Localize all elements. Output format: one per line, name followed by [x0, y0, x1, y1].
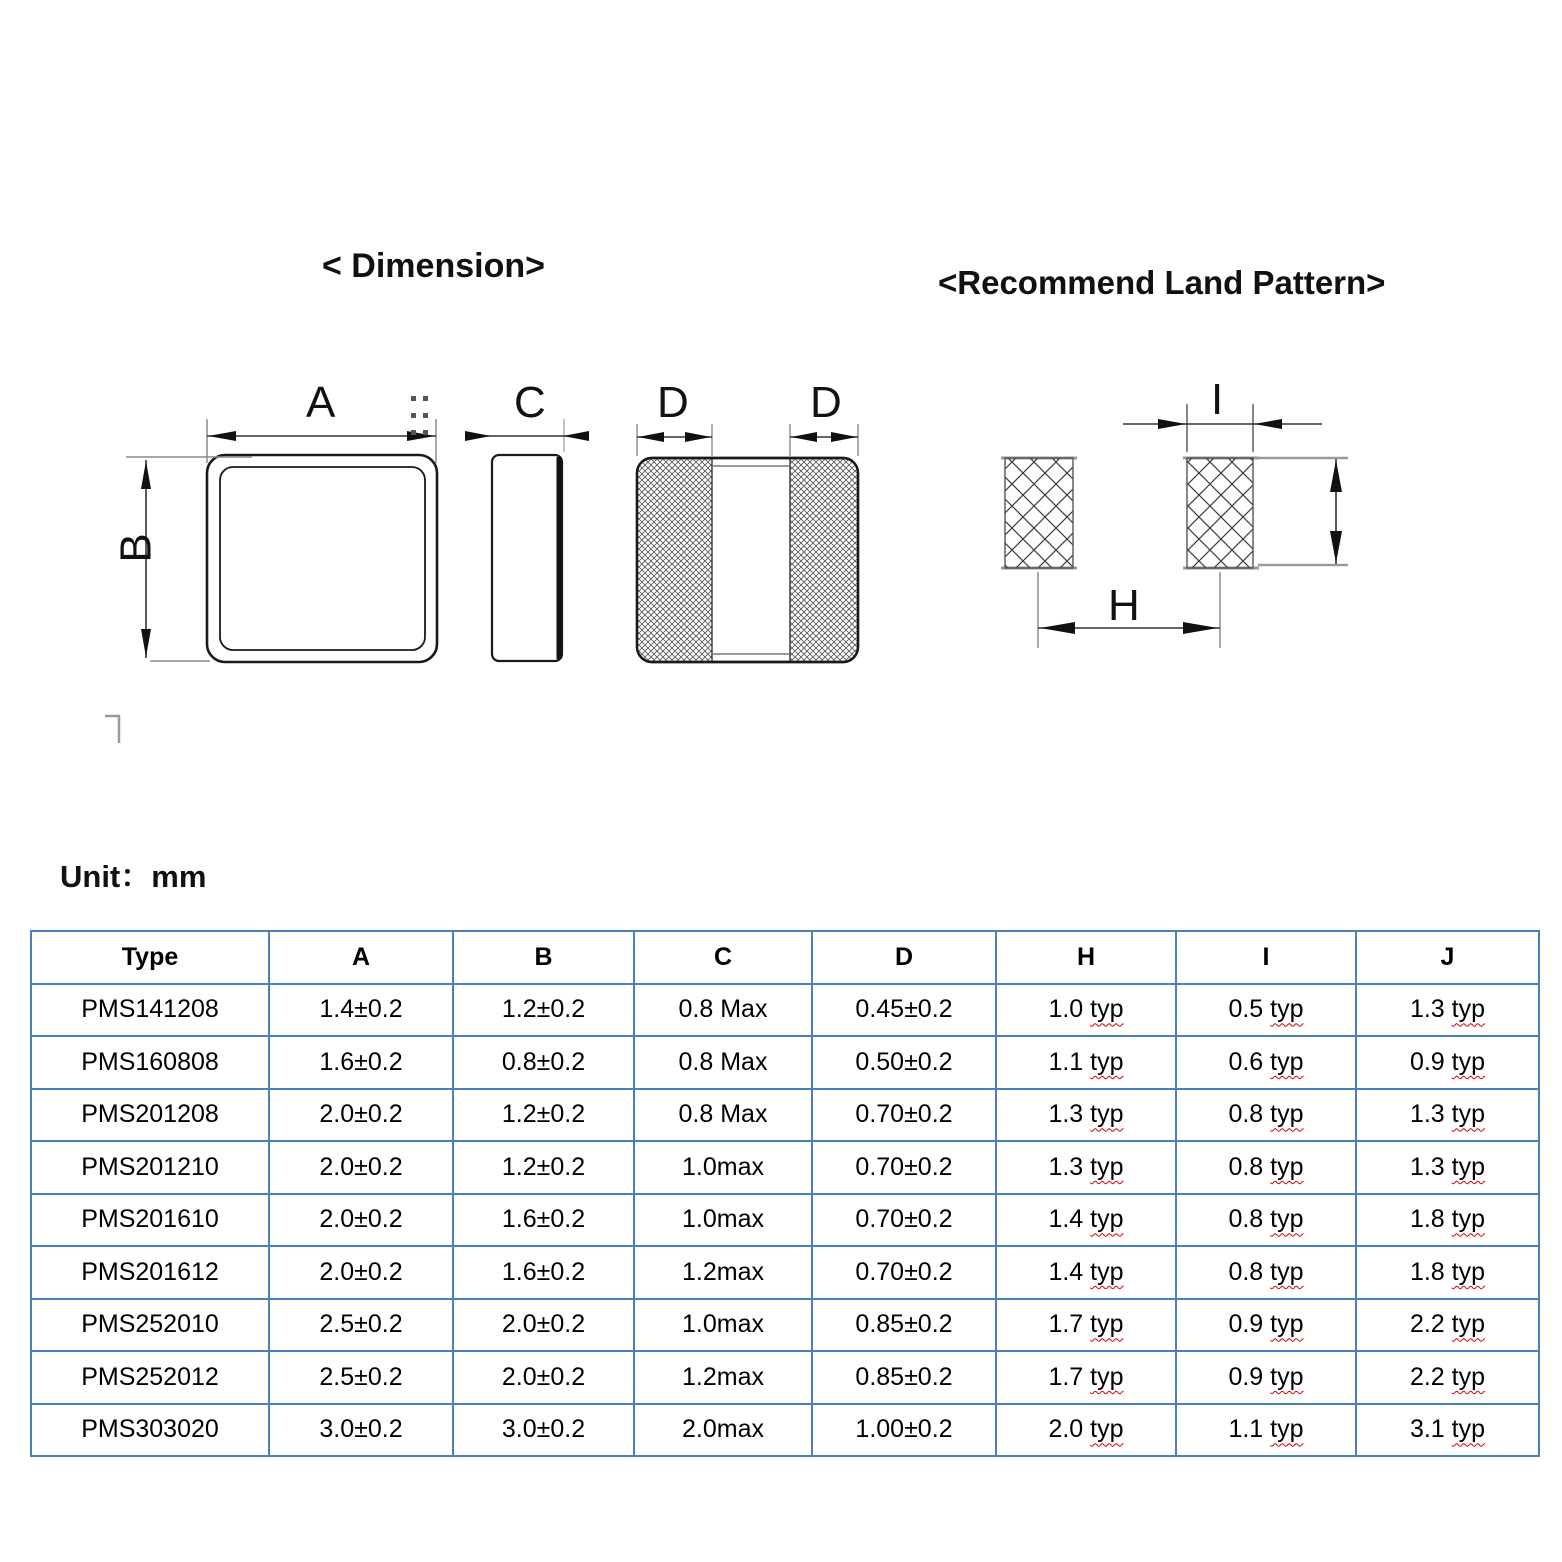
i-cell [1176, 984, 1356, 1037]
a-cell: 2.0±0.2 [269, 1089, 453, 1142]
a-cell: 2.5±0.2 [269, 1351, 453, 1404]
typ-suffix: typ [1270, 1415, 1304, 1444]
typ-suffix: typ [1090, 1047, 1124, 1076]
b-cell: 0.8±0.2 [453, 1036, 634, 1089]
land-pattern-drawing [1001, 404, 1348, 648]
i-value: 0.8 [1228, 1152, 1264, 1181]
dim-label-c: C [514, 378, 546, 427]
h-value: 1.3 [1048, 1100, 1084, 1129]
i-value: 0.6 [1228, 1047, 1264, 1076]
typ-suffix: typ [1090, 1415, 1124, 1444]
unit-label: Unit：mm [60, 859, 207, 894]
typ-suffix: typ [1451, 1152, 1486, 1181]
typ-suffix: typ [1451, 1205, 1486, 1234]
j-value: 1.3 [1409, 1100, 1445, 1129]
d-cell: 0.50±0.2 [812, 1036, 996, 1089]
j-cell [1356, 1036, 1539, 1089]
a-cell: 2.0±0.2 [269, 1194, 453, 1247]
spec-table [30, 930, 1538, 1457]
table-row-PMS141208 [31, 984, 1539, 1037]
col-header-d: D [812, 931, 996, 984]
i-value: 0.5 [1228, 995, 1264, 1024]
b-cell: 1.2±0.2 [453, 1089, 634, 1142]
typ-suffix: typ [1451, 1310, 1486, 1339]
bottom-view-drawing [637, 424, 858, 662]
h-cell [996, 1036, 1176, 1089]
d-cell: 0.70±0.2 [812, 1141, 996, 1194]
h-value: 1.4 [1048, 1205, 1084, 1234]
i-value: 0.9 [1228, 1310, 1264, 1339]
right-terminal-hatch [790, 458, 858, 662]
dim-label-h: H [1108, 581, 1140, 630]
table-row-PMS252012 [31, 1351, 1539, 1404]
type-cell: PMS201612 [31, 1246, 269, 1299]
left-terminal-hatch [637, 458, 712, 662]
dimension-section-title: < Dimension> [322, 247, 545, 285]
j-cell [1356, 1246, 1539, 1299]
typ-suffix: typ [1451, 995, 1486, 1024]
c-cell: 0.8 Max [634, 1089, 812, 1142]
typ-suffix: typ [1090, 1257, 1124, 1286]
a-cell: 1.6±0.2 [269, 1036, 453, 1089]
right-pad-hatch [1187, 458, 1253, 568]
c-cell: 2.0max [634, 1404, 812, 1457]
col-header-h: H [996, 931, 1176, 984]
typ-suffix: typ [1451, 1047, 1486, 1076]
j-cell [1356, 1194, 1539, 1247]
i-value: 0.8 [1228, 1100, 1264, 1129]
front-view-drawing [126, 396, 437, 662]
c-cell: 1.2max [634, 1246, 812, 1299]
j-value: 1.8 [1409, 1205, 1445, 1234]
h-value: 1.7 [1048, 1362, 1084, 1391]
h-value: 1.0 [1048, 995, 1084, 1024]
i-value: 1.1 [1228, 1415, 1264, 1444]
table-row-PMS201610 [31, 1194, 1539, 1247]
i-cell [1176, 1194, 1356, 1247]
dim-label-d-right: D [810, 378, 842, 427]
h-cell [996, 1299, 1176, 1352]
h-cell [996, 1089, 1176, 1142]
b-cell: 1.2±0.2 [453, 1141, 634, 1194]
d-cell: 0.70±0.2 [812, 1246, 996, 1299]
c-cell: 0.8 Max [634, 984, 812, 1037]
j-cell [1356, 1089, 1539, 1142]
dim-label-i: I [1211, 375, 1224, 424]
b-cell: 3.0±0.2 [453, 1404, 634, 1457]
dim-label-a: A [306, 378, 336, 427]
type-cell: PMS303020 [31, 1404, 269, 1457]
col-header-a: A [269, 931, 453, 984]
h-value: 1.3 [1048, 1152, 1084, 1181]
a-cell: 2.0±0.2 [269, 1141, 453, 1194]
b-cell: 1.6±0.2 [453, 1246, 634, 1299]
a-cell: 2.5±0.2 [269, 1299, 453, 1352]
corner-mark [105, 715, 120, 743]
c-cell: 1.2max [634, 1351, 812, 1404]
h-cell [996, 1141, 1176, 1194]
d-cell: 0.70±0.2 [812, 1089, 996, 1142]
j-value: 1.8 [1409, 1257, 1445, 1286]
i-cell [1176, 1404, 1356, 1457]
typ-suffix: typ [1270, 1362, 1304, 1391]
b-cell: 2.0±0.2 [453, 1299, 634, 1352]
i-cell [1176, 1141, 1356, 1194]
typ-suffix: typ [1090, 1362, 1124, 1391]
j-cell [1356, 984, 1539, 1037]
h-cell [996, 984, 1176, 1037]
i-cell [1176, 1089, 1356, 1142]
typ-suffix: typ [1090, 1100, 1124, 1129]
h-cell [996, 1351, 1176, 1404]
i-cell [1176, 1036, 1356, 1089]
type-cell: PMS201610 [31, 1194, 269, 1247]
spec-table-header-row [31, 931, 1539, 984]
table-row-PMS303020 [31, 1404, 1539, 1457]
h-value: 1.4 [1048, 1257, 1084, 1286]
typ-suffix: typ [1270, 1310, 1304, 1339]
b-cell: 1.2±0.2 [453, 984, 634, 1037]
table-row-PMS201208 [31, 1089, 1539, 1142]
i-value: 0.8 [1228, 1205, 1264, 1234]
typ-suffix: typ [1090, 1152, 1124, 1181]
j-value: 1.3 [1409, 995, 1445, 1024]
side-view-drawing [465, 419, 589, 661]
d-cell: 0.85±0.2 [812, 1351, 996, 1404]
j-value: 3.1 [1409, 1415, 1445, 1444]
i-cell [1176, 1351, 1356, 1404]
col-header-b: B [453, 931, 634, 984]
c-cell: 1.0max [634, 1141, 812, 1194]
typ-suffix: typ [1451, 1362, 1486, 1391]
col-header-type: Type [31, 931, 269, 984]
i-cell [1176, 1246, 1356, 1299]
col-header-c: C [634, 931, 812, 984]
b-cell: 2.0±0.2 [453, 1351, 634, 1404]
h-value: 1.1 [1048, 1047, 1084, 1076]
type-cell: PMS252010 [31, 1299, 269, 1352]
left-pad-hatch [1005, 458, 1073, 568]
j-value: 1.3 [1409, 1152, 1445, 1181]
c-cell: 0.8 Max [634, 1036, 812, 1089]
typ-suffix: typ [1451, 1257, 1486, 1286]
table-row-PMS160808 [31, 1036, 1539, 1089]
j-value: 0.9 [1409, 1047, 1445, 1076]
table-row-PMS201612 [31, 1246, 1539, 1299]
i-cell [1176, 1299, 1356, 1352]
typ-suffix: typ [1451, 1100, 1486, 1129]
typ-suffix: typ [1270, 1100, 1304, 1129]
type-cell: PMS201208 [31, 1089, 269, 1142]
j-value: 2.2 [1409, 1310, 1445, 1339]
dim-label-b: B [111, 533, 161, 563]
land-pattern-section-title: <Recommend Land Pattern> [938, 264, 1386, 301]
type-cell: PMS160808 [31, 1036, 269, 1089]
a-cell: 1.4±0.2 [269, 984, 453, 1037]
dim-label-d-left: D [657, 378, 689, 427]
typ-suffix: typ [1270, 1152, 1304, 1181]
c-cell: 1.0max [634, 1299, 812, 1352]
table-row-PMS201210 [31, 1141, 1539, 1194]
type-cell: PMS141208 [31, 984, 269, 1037]
d-cell: 0.45±0.2 [812, 984, 996, 1037]
c-cell: 1.0max [634, 1194, 812, 1247]
h-value: 2.0 [1048, 1415, 1084, 1444]
typ-suffix: typ [1090, 1205, 1124, 1234]
typ-suffix: typ [1270, 1205, 1304, 1234]
table-row-PMS252010 [31, 1299, 1539, 1352]
i-value: 0.9 [1228, 1362, 1264, 1391]
typ-suffix: typ [1090, 1310, 1124, 1339]
d-cell: 0.70±0.2 [812, 1194, 996, 1247]
j-value: 2.2 [1409, 1362, 1445, 1391]
typ-suffix: typ [1451, 1415, 1486, 1444]
h-cell [996, 1194, 1176, 1247]
typ-suffix: typ [1270, 995, 1304, 1024]
i-value: 0.8 [1228, 1257, 1264, 1286]
typ-suffix: typ [1270, 1047, 1304, 1076]
h-cell [996, 1404, 1176, 1457]
j-cell [1356, 1351, 1539, 1404]
dot-marks [411, 396, 428, 435]
type-cell: PMS201210 [31, 1141, 269, 1194]
d-cell: 1.00±0.2 [812, 1404, 996, 1457]
col-header-j: J [1356, 931, 1539, 984]
a-cell: 2.0±0.2 [269, 1246, 453, 1299]
col-header-i: I [1176, 931, 1356, 984]
h-value: 1.7 [1048, 1310, 1084, 1339]
j-cell [1356, 1404, 1539, 1457]
type-cell: PMS252012 [31, 1351, 269, 1404]
b-cell: 1.6±0.2 [453, 1194, 634, 1247]
h-cell [996, 1246, 1176, 1299]
a-cell: 3.0±0.2 [269, 1404, 453, 1457]
j-cell [1356, 1299, 1539, 1352]
d-cell: 0.85±0.2 [812, 1299, 996, 1352]
j-cell [1356, 1141, 1539, 1194]
typ-suffix: typ [1270, 1257, 1304, 1286]
typ-suffix: typ [1090, 995, 1124, 1024]
